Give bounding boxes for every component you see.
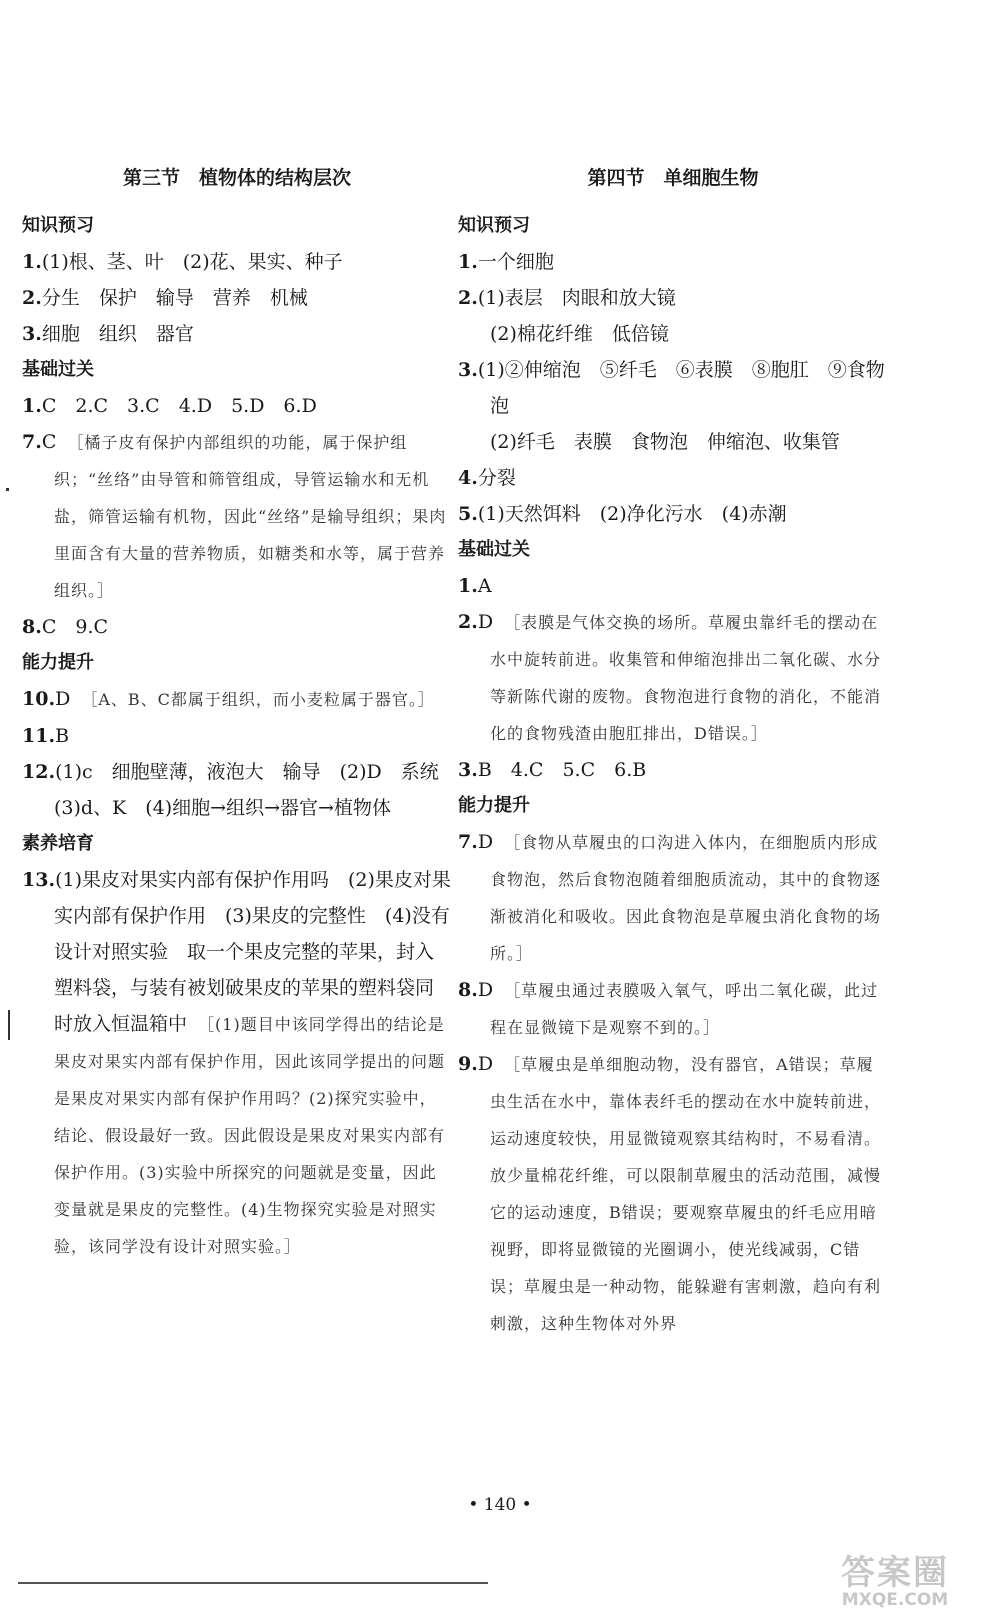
section-title-left: 第三节 植物体的结构层次: [122, 167, 351, 189]
answer-text: B: [55, 725, 70, 747]
answer-text: A: [477, 575, 492, 597]
section-heading: 基础过关: [22, 359, 94, 380]
answer-item: [22, 754, 458, 826]
section-heading: 能力提升: [22, 652, 94, 673]
answer-text: D: [477, 611, 494, 633]
answer-item: [458, 244, 888, 280]
footer-rule: [18, 1582, 488, 1584]
answer-number: 3.: [458, 759, 478, 781]
section-heading: 知识预习: [22, 215, 94, 236]
answer-number: 8.: [22, 616, 42, 638]
answer-continuation: (2)棉花纤维 低倍镜: [490, 323, 669, 345]
answer-explanation: ［橘子皮有保护内部组织的功能，属于保护组织；“丝络”由导管和筛管组成，导管运输水和无机盐，筛管运输有机物，因此“丝络”是输导组织；果肉里面含有大量的营养物质，如糖类和水等，属于营养组织。］: [54, 433, 447, 600]
answer-number: 1.: [458, 575, 478, 597]
answer-item: [22, 244, 452, 280]
answer-text: (1)果皮对果实内部有保护作用吗 (2)果皮对果实内部有保护作用 (3)果皮的完整性 (4)没有设计对照实验 取一个果皮完整的苹果，封入塑料袋，与装有被划破果皮的苹果的塑料袋同时放入恒温箱中: [54, 869, 451, 1035]
answer-number: 8.: [458, 979, 478, 1001]
answer-item: [458, 460, 888, 496]
answer-text: D: [477, 831, 494, 853]
answer-number: 1.: [458, 251, 478, 273]
answer-item: [458, 1046, 888, 1342]
answer-continuation: (2)纤毛 表膜 食物泡 伸缩泡、收集管: [490, 431, 840, 453]
answer-item: [458, 568, 888, 604]
answer-number: 3.: [458, 359, 478, 381]
answer-text: 分裂: [477, 467, 516, 489]
answer-text: (1)根、茎、叶 (2)花、果实、种子: [41, 251, 343, 273]
answer-number: 2.: [458, 611, 478, 633]
answer-item: [458, 496, 888, 532]
answer-item: [22, 280, 452, 316]
answer-text: 一个细胞: [477, 251, 554, 273]
answer-item: [22, 862, 452, 1265]
answer-text: 细胞 组织 器官: [41, 323, 194, 345]
answer-number: 11.: [22, 725, 56, 747]
answer-number: 1.: [22, 395, 42, 417]
answer-item: [458, 352, 888, 424]
answer-explanation: ［食物从草履虫的口沟进入体内，在细胞质内形成食物泡，然后食物泡随着细胞质流动，其中的食物逐渐被消化和吸收。因此食物泡是草履虫消化食物的场所。］: [490, 833, 882, 963]
answer-number: 2.: [22, 287, 42, 309]
answer-item: [22, 609, 452, 645]
answer-number: 2.: [458, 287, 478, 309]
answer-text: B 4.C 5.C 6.B: [477, 759, 647, 781]
answer-item: [458, 604, 888, 752]
answer-item: [22, 681, 452, 718]
answer-item: [458, 972, 888, 1046]
watermark-logo: [815, 1545, 975, 1610]
section-title-right: 第四节 单细胞生物: [587, 167, 759, 189]
answer-explanation: ［A、B、C都属于组织，而小麦粒属于器官。］: [89, 690, 435, 709]
answer-number: 12.: [22, 761, 56, 783]
section-heading: 素养培育: [22, 833, 94, 854]
watermark-text: 答案圈: [841, 1553, 949, 1593]
answer-item: [22, 388, 452, 424]
answer-text: C 2.C 3.C 4.D 5.D 6.D: [41, 395, 317, 417]
answer-item: [458, 824, 888, 972]
answer-text: (1)②伸缩泡 ⑤纤毛 ⑥表膜 ⑧胞肛 ⑨食物泡: [477, 359, 885, 417]
page-number: • 140 •: [468, 1495, 532, 1515]
answer-number: 10.: [22, 688, 56, 710]
answer-number: 7.: [458, 831, 478, 853]
answer-number: 4.: [458, 467, 478, 489]
answer-item: [22, 718, 452, 754]
answer-text: C 9.C: [41, 616, 109, 638]
answer-number: 3.: [22, 323, 42, 345]
answer-text: 分生 保护 输导 营养 机械: [41, 287, 308, 309]
answer-text: (1)c 细胞壁薄，液泡大 输导 (2)D 系统 (3)d、K (4)细胞→组织→器官→植物体: [54, 761, 458, 819]
answer-number: 13.: [22, 869, 56, 891]
answer-explanation: ［表膜是气体交换的场所。草履虫靠纤毛的摆动在水中旋转前进。收集管和伸缩泡排出二氧化碳、水分等新陈代谢的废物。食物泡进行食物的消化，不能消化的食物残渣由胞肛排出，D错误。］: [490, 613, 882, 743]
section-heading: 能力提升: [458, 795, 530, 816]
answer-item: [22, 316, 452, 352]
answer-number: 7.: [22, 431, 42, 453]
right-body: [458, 208, 888, 1342]
answer-item: [458, 280, 888, 316]
answer-explanation: ［草履虫通过表膜吸入氧气，呼出二氧化碳，此过程在显微镜下是观察不到的。］: [490, 981, 879, 1037]
answer-item: [458, 752, 888, 788]
answer-number: 5.: [458, 503, 478, 525]
left-column: [22, 150, 458, 1265]
answer-explanation: ［草履虫是单细胞动物，没有器官，A错误；草履虫生活在水中，靠体表纤毛的摆动在水中旋转前进，运动速度较快，用显微镜观察其结构时，不易看清。放少量棉花纤维，可以限制草履虫的活动范围，减慢它的运动速度，B错误；要观察草履虫的纤毛应用暗视野，即将显微镜的光圈调小，使光线减弱，C错误；草履虫是一种动物，能躲避有害刺激，趋向有利刺激，这种生物体对外界: [490, 1055, 882, 1333]
answer-number: 1.: [22, 251, 42, 273]
answer-explanation: ［(1)题目中该同学得出的结论是果皮对果实内部有保护作用，因此该同学提出的问题是果皮对果实内部有保护作用吗？(2)探究实验中，结论、假设最好一致。因此假设是果皮对果实内部有保护作用。(3)实验中所探究的问题就是变量，因此变量就是果皮的完整性。(4)生物探究实验是对照实验，该同学没有设计对照实验。］: [54, 1015, 446, 1256]
answer-text: D: [477, 979, 494, 1001]
answer-number: 9.: [458, 1053, 478, 1075]
answer-text: (1)表层 肉眼和放大镜: [477, 287, 676, 309]
right-column: [458, 150, 888, 1342]
scan-mark: [8, 1010, 10, 1040]
section-heading: 知识预习: [458, 215, 530, 236]
answer-text: C: [41, 431, 57, 453]
left-body: [22, 208, 458, 1265]
answer-text: D: [477, 1053, 494, 1075]
answer-text: D: [55, 688, 71, 710]
scan-mark: [6, 488, 9, 491]
watermark-url: MXQE.COM: [841, 1590, 949, 1610]
section-heading: 基础过关: [458, 539, 530, 560]
answer-item: [22, 424, 452, 609]
answer-text: (1)天然饵料 (2)净化污水 (4)赤潮: [477, 503, 787, 525]
